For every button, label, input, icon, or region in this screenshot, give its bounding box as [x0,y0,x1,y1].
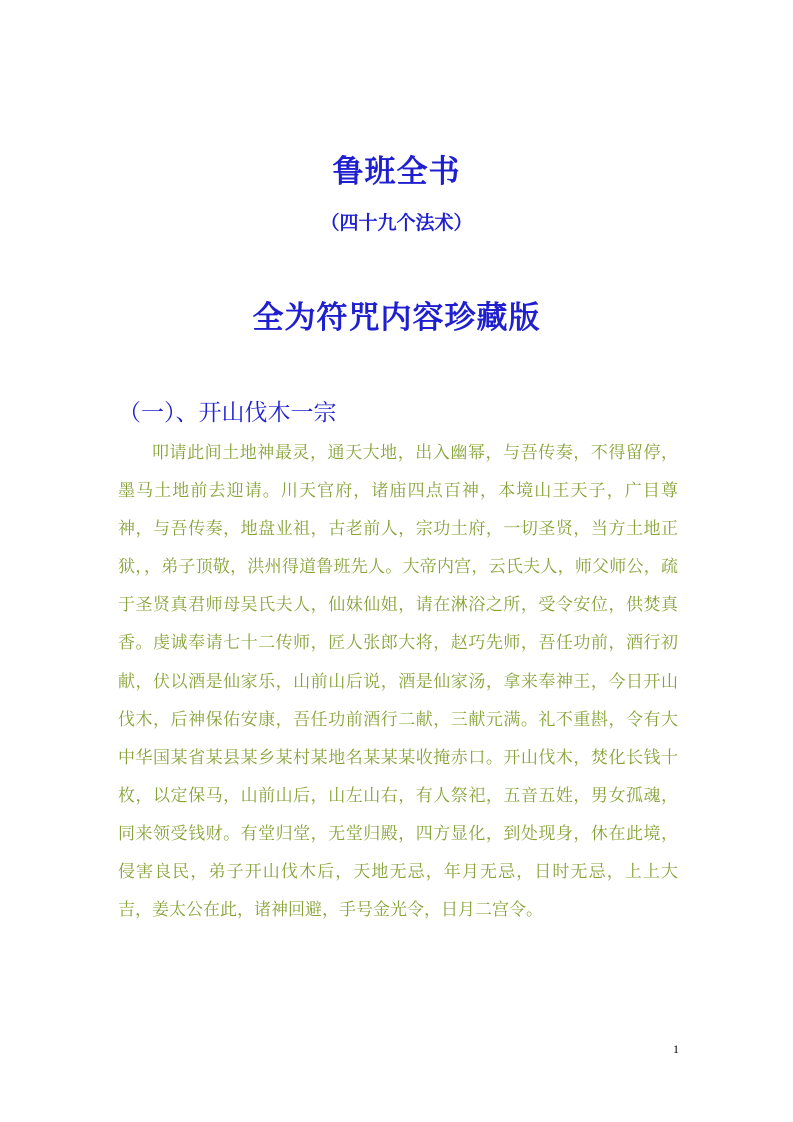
page-number: 1 [673,1042,679,1056]
section-heading: （一）、开山伐木一宗 [118,400,337,426]
body-paragraph: 叩请此间土地神最灵，通天大地，出入幽幂，与吾传奏，不得留停，墨马土地前去迎请。川天官府，诸庙四点百神，本境山王天子，广目尊神，与吾传奏，地盘业祖，古老前人，宗功土府，一切圣贤，当方土地正狱，，弟子顶敬，洪州得道鲁班先人。大帝内宫，云氏夫人，师父师公，疏于圣贤真君师母吴氏夫人，仙妹仙姐，请在淋浴之所，受令安位，供焚真香。虔诚奉请七十二传师，匠人张郎大将，赵巧先师，吾任功前，酒行初献，伏以酒是仙家乐，山前山后说，酒是仙家汤，拿来奉神王，今日开山伐木，后神保佑安康，吾任功前酒行二献，三献元满。礼不重斟，令有大中华国某省某县某乡某村某地名某某某收掩赤口。开山伐木，焚化长钱十枚，以定保马，山前山后，山左山右，有人祭祀，五音五姓，男女孤魂，同来领受钱财。有堂归堂，无堂归殿，四方显化，到处现身，休在此境，侵害良民，弟子开山伐木后，天地无忌，年月无忌，日时无忌，上上大吉，姜太公在此，诸神回避，手号金光令，日月二宫令。 [118,443,678,921]
document-subtitle: （四十九个法术） [320,212,473,234]
document-title: 鲁班全书 [332,154,461,190]
edition-title: 全为符咒内容珍藏版 [252,300,541,336]
